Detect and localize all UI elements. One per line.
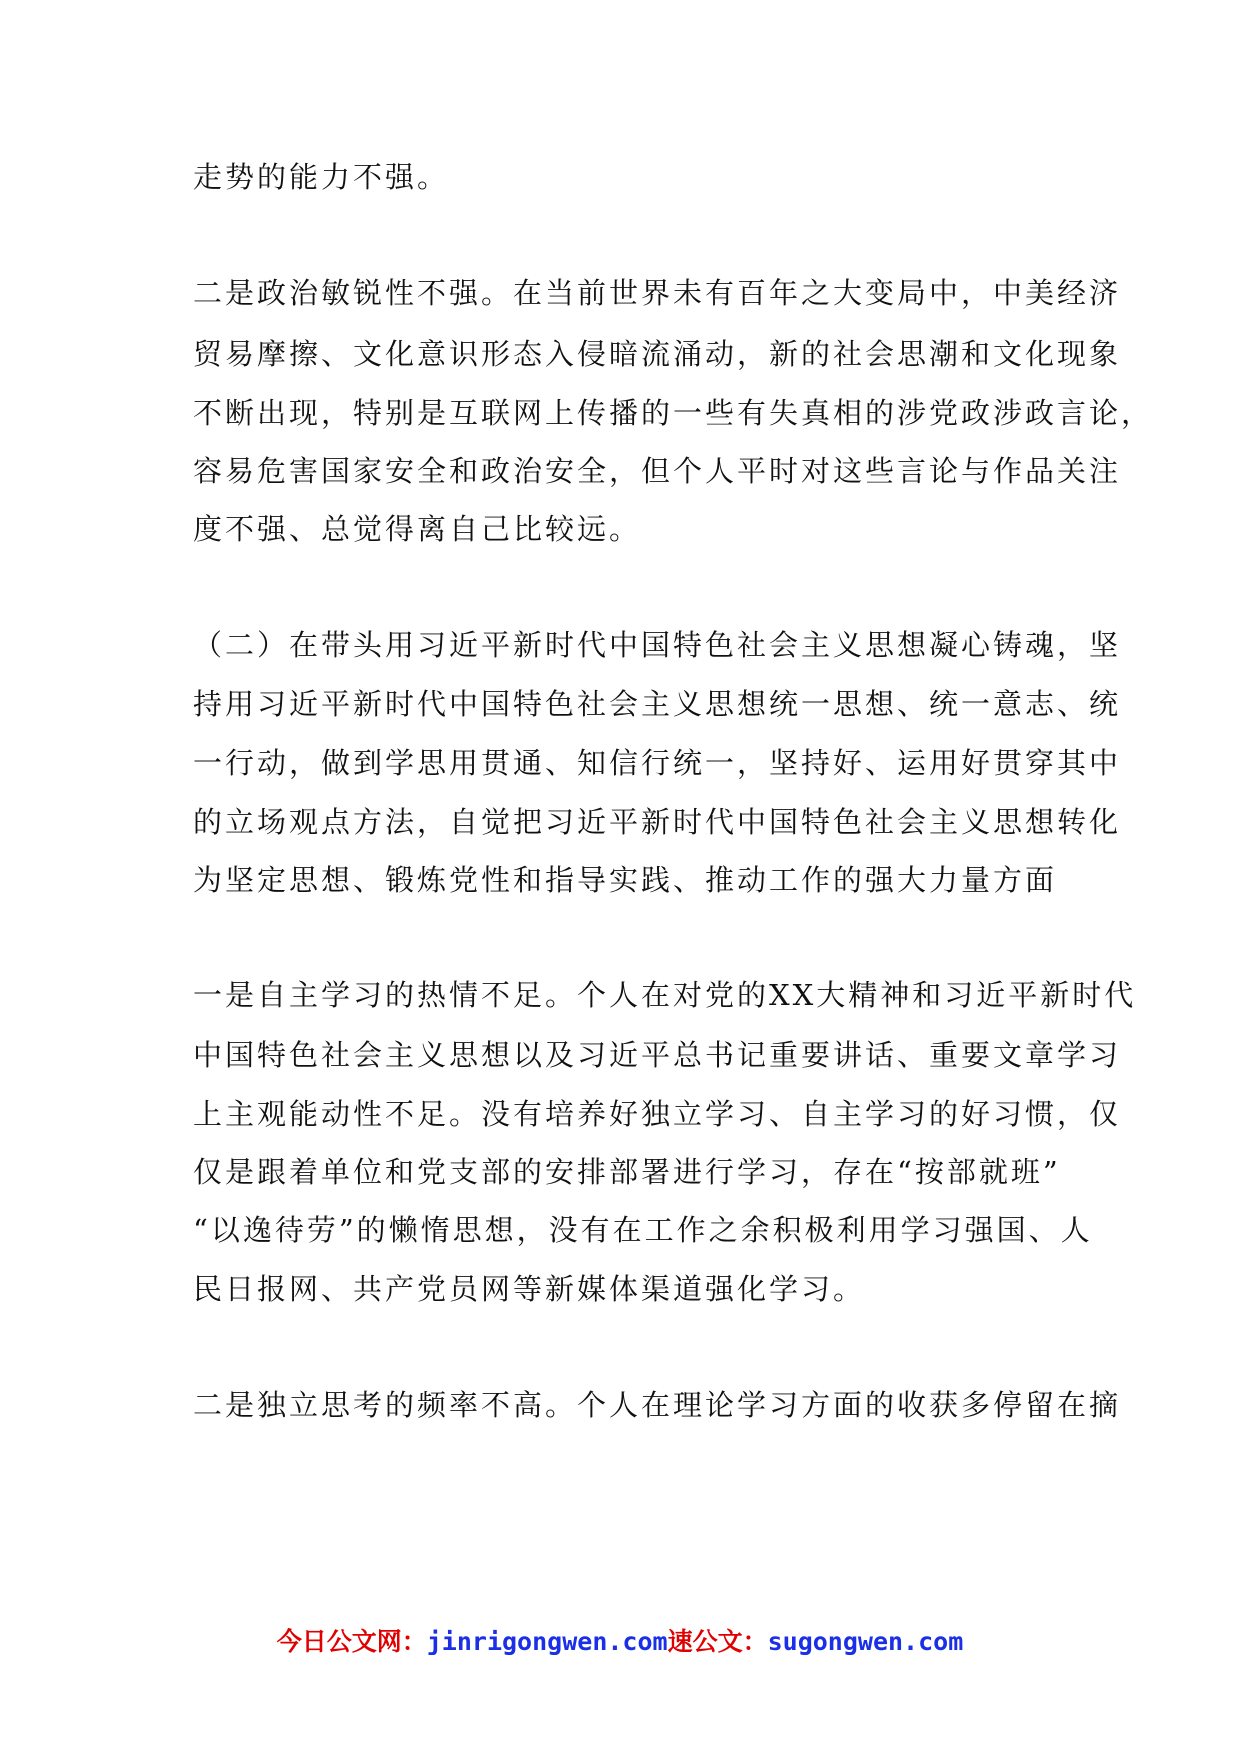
- paragraph-line: “以逸待劳”的懒惰思想，没有在工作之余积极利用学习强国、人: [193, 1213, 1093, 1247]
- paragraph-line: 二是政治敏锐性不强。在当前世界未有百年之大变局中，中美经济: [193, 276, 1122, 310]
- footer-site-label: 今日公文网：: [276, 1627, 427, 1656]
- paragraph-line: 为坚定思想、锻炼党性和指导实践、推动工作的强大力量方面: [193, 863, 1058, 897]
- footer-site-link[interactable]: jinrigongwen.com: [426, 1627, 668, 1656]
- paragraph-line: 上主观能动性不足。没有培养好独立学习、自主学习的好习惯，仅: [193, 1097, 1122, 1131]
- paragraph-line: （二）在带头用习近平新时代中国特色社会主义思想凝心铸魂，坚: [193, 628, 1122, 662]
- paragraph-line: 走势的能力不强。: [193, 160, 450, 194]
- paragraph-line: 中国特色社会主义思想以及习近平总书记重要讲话、重要文章学习: [193, 1038, 1122, 1072]
- footer-site2-link[interactable]: sugongwen.com: [767, 1627, 964, 1656]
- paragraph-line: 二是独立思考的频率不高。个人在理论学习方面的收获多停留在摘: [193, 1388, 1122, 1422]
- paragraph-line: 仅是跟着单位和党支部的安排部署进行学习，存在“按部就班”: [193, 1155, 1061, 1189]
- footer-site2-label: 速公文：: [667, 1627, 768, 1656]
- paragraph-line: 持用习近平新时代中国特色社会主义思想统一思想、统一意志、统: [193, 687, 1122, 721]
- paragraph-line: 的立场观点方法，自觉把习近平新时代中国特色社会主义思想转化: [193, 805, 1122, 839]
- paragraph-line: 一行动，做到学思用贯通、知信行统一，坚持好、运用好贯穿其中: [193, 746, 1122, 780]
- paragraph-line: 贸易摩擦、文化意识形态入侵暗流涌动，新的社会思潮和文化现象: [193, 337, 1122, 371]
- paragraph-line: 民日报网、共产党员网等新媒体渠道强化学习。: [193, 1272, 866, 1306]
- paragraph-line: 度不强、总觉得离自己比较远。: [193, 512, 642, 546]
- paragraph-line: 不断出现，特别是互联网上传播的一些有失真相的涉党政涉政言论，: [193, 396, 1154, 430]
- footer-banner: [0, 1625, 1240, 1659]
- paragraph-line: 容易危害国家安全和政治安全，但个人平时对这些言论与作品关注: [193, 454, 1122, 488]
- paragraph-line: 一是自主学习的热情不足。个人在对党的XX大精神和习近平新时代: [193, 978, 1137, 1012]
